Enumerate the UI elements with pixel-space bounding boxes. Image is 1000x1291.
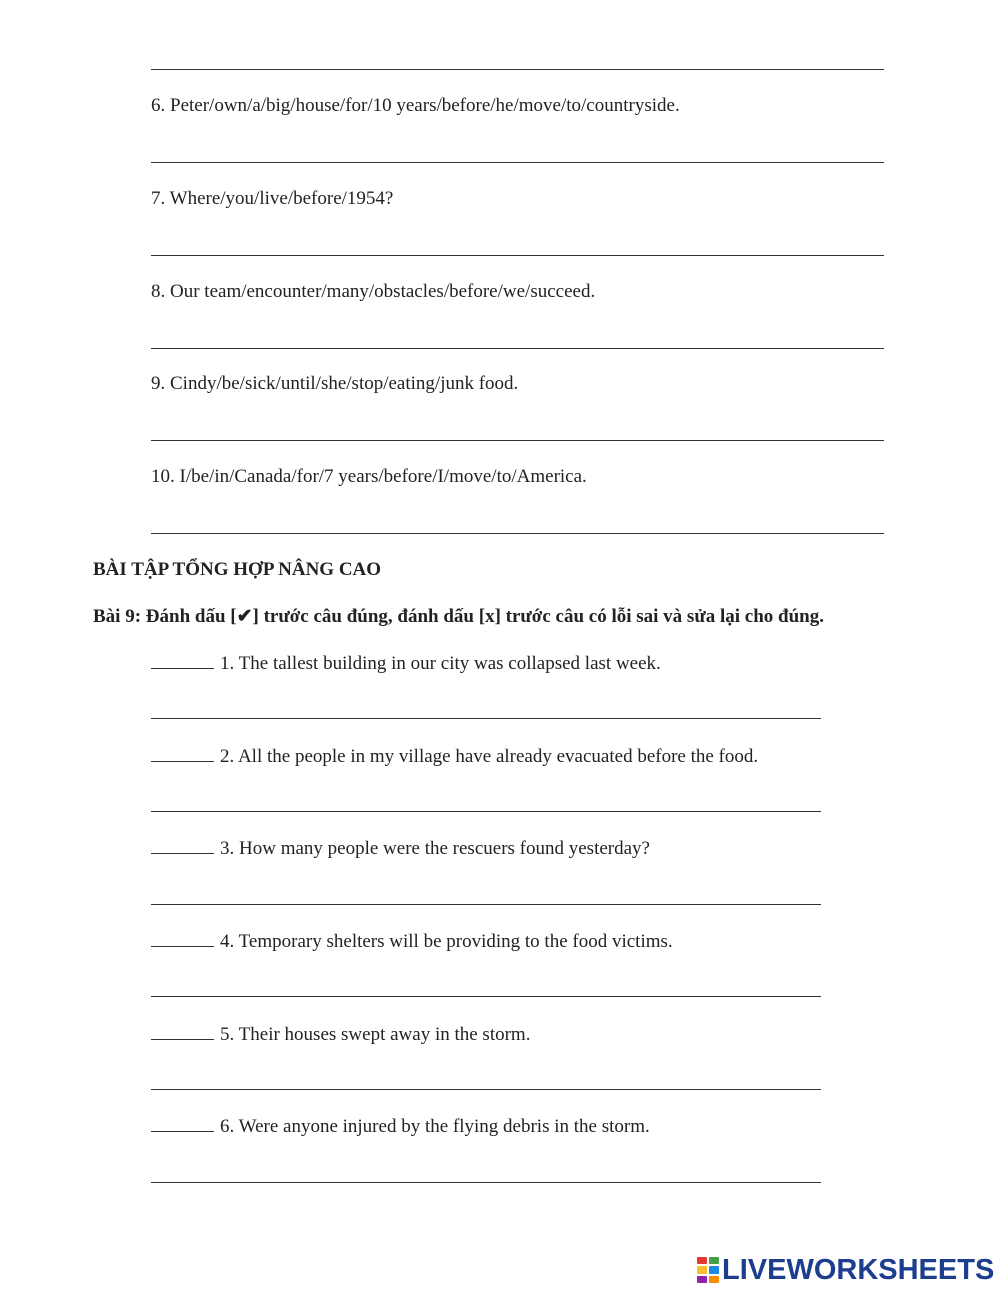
exercise-title: Bài 9: Đánh dấu [✔] trước câu đúng, đánh dấu [x] trước câu có lỗi sai và sửa lại cho đúng.: [93, 606, 824, 627]
logo-tile: [709, 1266, 719, 1273]
liveworksheets-logo[interactable]: [697, 1255, 994, 1285]
answer-line[interactable]: [151, 904, 821, 905]
answer-line[interactable]: [151, 533, 884, 534]
logo-tile: [709, 1276, 719, 1283]
logo-tile: [697, 1266, 707, 1273]
mark-blank[interactable]: [151, 837, 214, 854]
logo-tile: [697, 1276, 707, 1283]
correction-text: 4. Temporary shelters will be providing to the food victims.: [220, 931, 673, 952]
correction-item: [151, 652, 661, 675]
logo-tiles-icon: [697, 1257, 719, 1283]
mark-blank[interactable]: [151, 930, 214, 947]
question-item: 10. I/be/in/Canada/for/7 years/before/I/move/to/America.: [151, 466, 587, 487]
answer-line[interactable]: [151, 255, 884, 256]
correction-item: [151, 930, 673, 953]
answer-line[interactable]: [151, 996, 821, 997]
correction-text: 6. Were anyone injured by the flying debris in the storm.: [220, 1116, 650, 1137]
correction-item: [151, 745, 758, 768]
logo-tile: [697, 1257, 707, 1264]
question-item: 7. Where/you/live/before/1954?: [151, 188, 394, 209]
answer-line[interactable]: [151, 162, 884, 163]
answer-line[interactable]: [151, 1089, 821, 1090]
logo-text: LIVEWORKSHEETS: [722, 1254, 995, 1286]
correction-text: 3. How many people were the rescuers found yesterday?: [220, 838, 650, 859]
question-item: 9. Cindy/be/sick/until/she/stop/eating/junk food.: [151, 373, 519, 394]
correction-item: [151, 837, 650, 860]
answer-line[interactable]: [151, 348, 884, 349]
mark-blank[interactable]: [151, 1115, 214, 1132]
mark-blank[interactable]: [151, 1023, 214, 1040]
answer-line[interactable]: [151, 69, 884, 70]
question-item: 6. Peter/own/a/big/house/for/10 years/before/he/move/to/countryside.: [151, 95, 680, 116]
answer-line[interactable]: [151, 440, 884, 441]
section-title: BÀI TẬP TỔNG HỢP NÂNG CAO: [93, 559, 382, 580]
correction-text: 2. All the people in my village have already evacuated before the food.: [220, 746, 759, 767]
mark-blank[interactable]: [151, 652, 214, 669]
correction-text: 1. The tallest building in our city was collapsed last week.: [220, 653, 661, 674]
correction-item: [151, 1023, 530, 1046]
answer-line[interactable]: [151, 1182, 821, 1183]
correction-text: 5. Their houses swept away in the storm.: [220, 1024, 531, 1045]
logo-tile: [709, 1257, 719, 1264]
answer-line[interactable]: [151, 718, 821, 719]
correction-item: [151, 1115, 650, 1138]
answer-line[interactable]: [151, 811, 821, 812]
question-item: 8. Our team/encounter/many/obstacles/before/we/succeed.: [151, 281, 596, 302]
mark-blank[interactable]: [151, 745, 214, 762]
